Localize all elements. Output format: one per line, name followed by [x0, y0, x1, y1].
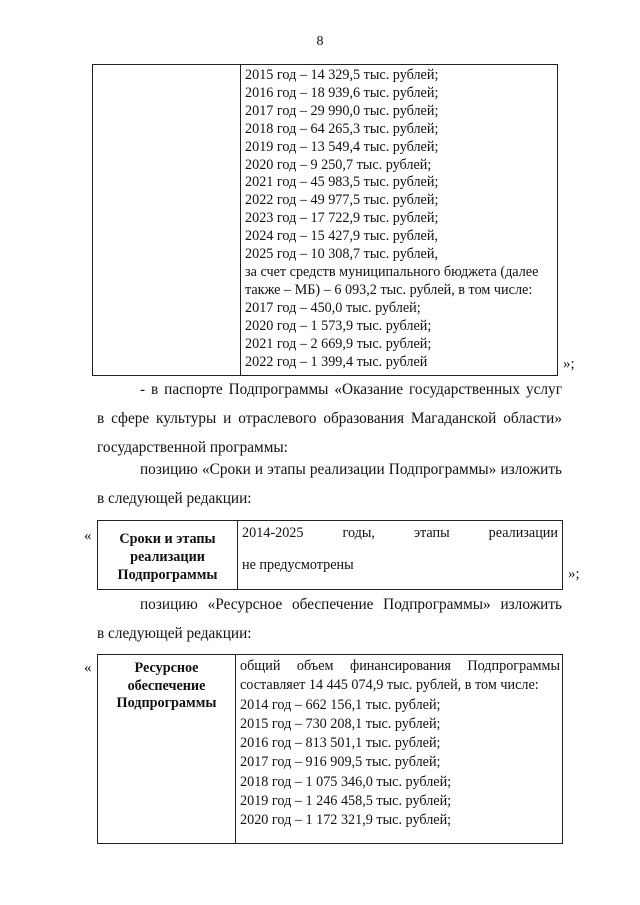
paragraph-resources-line1: позицию «Ресурсное обеспечение Подпрограммы» изложить: [140, 596, 562, 613]
table-line: 2020 год – 9 250,7 тыс. рублей;: [245, 156, 432, 173]
terms-value-line1: 2014-2025 годы, этапы реализации: [242, 525, 558, 541]
table-line: за счет средств муниципального бюджета (далее: [245, 263, 539, 280]
table-line: также – МБ) – 6 093,2 тыс. рублей, в том числе:: [245, 281, 533, 298]
resources-line: 2018 год – 1 075 346,0 тыс. рублей;: [240, 773, 452, 790]
table-line: 2021 год – 45 983,5 тыс. рублей;: [245, 174, 439, 191]
terms-value-cell: [238, 521, 562, 589]
closing-quote: »;: [563, 356, 575, 372]
resources-label-line: обеспечение: [127, 677, 206, 694]
paragraph-passport-line3: государственной программы:: [97, 439, 288, 456]
paragraph-resources-line2: в следующей редакции:: [97, 625, 252, 642]
table-line: 2025 год – 10 308,7 тыс. рублей,: [245, 246, 438, 263]
funding-table-continuation: [92, 64, 558, 376]
resources-label-line: Подпрограммы: [116, 695, 217, 711]
table-line: 2016 год – 18 939,6 тыс. рублей;: [245, 84, 439, 101]
resources-line: 2015 год – 730 208,1 тыс. рублей;: [240, 715, 441, 732]
table-line: 2021 год – 2 669,9 тыс. рублей;: [245, 335, 432, 352]
closing-quote: »;: [568, 566, 580, 582]
terms-label-cell: [98, 521, 238, 589]
table-line: 2020 год – 1 573,9 тыс. рублей;: [245, 317, 432, 334]
resources-label-line: Ресурсное: [134, 660, 199, 676]
paragraph-terms-line1: позицию «Сроки и этапы реализации Подпрограммы» изложить: [140, 461, 562, 478]
resources-line: 2019 год – 1 246 458,5 тыс. рублей;: [240, 793, 452, 810]
terms-label-line: реализации: [130, 549, 205, 565]
table-line: 2017 год – 450,0 тыс. рублей;: [245, 299, 421, 316]
terms-label-line: Подпрограммы: [117, 567, 218, 583]
resources-value-cell: [236, 655, 564, 843]
opening-quote: «: [84, 528, 92, 544]
resources-line: 2014 год – 662 156,1 тыс. рублей;: [240, 696, 441, 713]
table-line: 2018 год – 64 265,3 тыс. рублей;: [245, 120, 439, 137]
resources-line: составляет 14 445 074,9 тыс. рублей, в том числе:: [240, 677, 539, 694]
table-line: 2015 год – 14 329,5 тыс. рублей;: [245, 67, 439, 83]
table-line: 2022 год – 1 399,4 тыс. рублей: [245, 353, 428, 370]
terms-table: [97, 520, 563, 590]
table-line: 2024 год – 15 427,9 тыс. рублей,: [245, 228, 438, 245]
paragraph-terms-line2: в следующей редакции:: [97, 490, 252, 507]
resources-table: [97, 654, 563, 844]
paragraph-passport-line2: в сфере культуры и отраслевого образования Магаданской области»: [97, 410, 562, 427]
resources-line: 2020 год – 1 172 321,9 тыс. рублей;: [240, 812, 452, 829]
resources-label-cell: [98, 655, 236, 843]
table-value-cell: [241, 65, 557, 375]
resources-line: 2017 год – 916 909,5 тыс. рублей;: [240, 754, 441, 771]
table-line: 2019 год – 13 549,4 тыс. рублей;: [245, 138, 439, 155]
resources-line: 2016 год – 813 501,1 тыс. рублей;: [240, 735, 441, 752]
terms-value-line2: не предусмотрены: [242, 557, 354, 573]
table-line: 2022 год – 49 977,5 тыс. рублей;: [245, 192, 439, 209]
terms-label-line: Сроки и этапы: [119, 531, 216, 547]
paragraph-passport-line1: - в паспорте Подпрограммы «Оказание государственных услуг: [140, 381, 562, 398]
table-line: 2017 год – 29 990,0 тыс. рублей;: [245, 102, 439, 119]
page-number: 8: [316, 34, 324, 49]
opening-quote: «: [84, 660, 92, 676]
table-label-cell: [93, 65, 241, 375]
resources-intro-line: общий объем финансирования Подпрограммы: [240, 658, 560, 674]
table-line: 2023 год – 17 722,9 тыс. рублей;: [245, 210, 439, 227]
